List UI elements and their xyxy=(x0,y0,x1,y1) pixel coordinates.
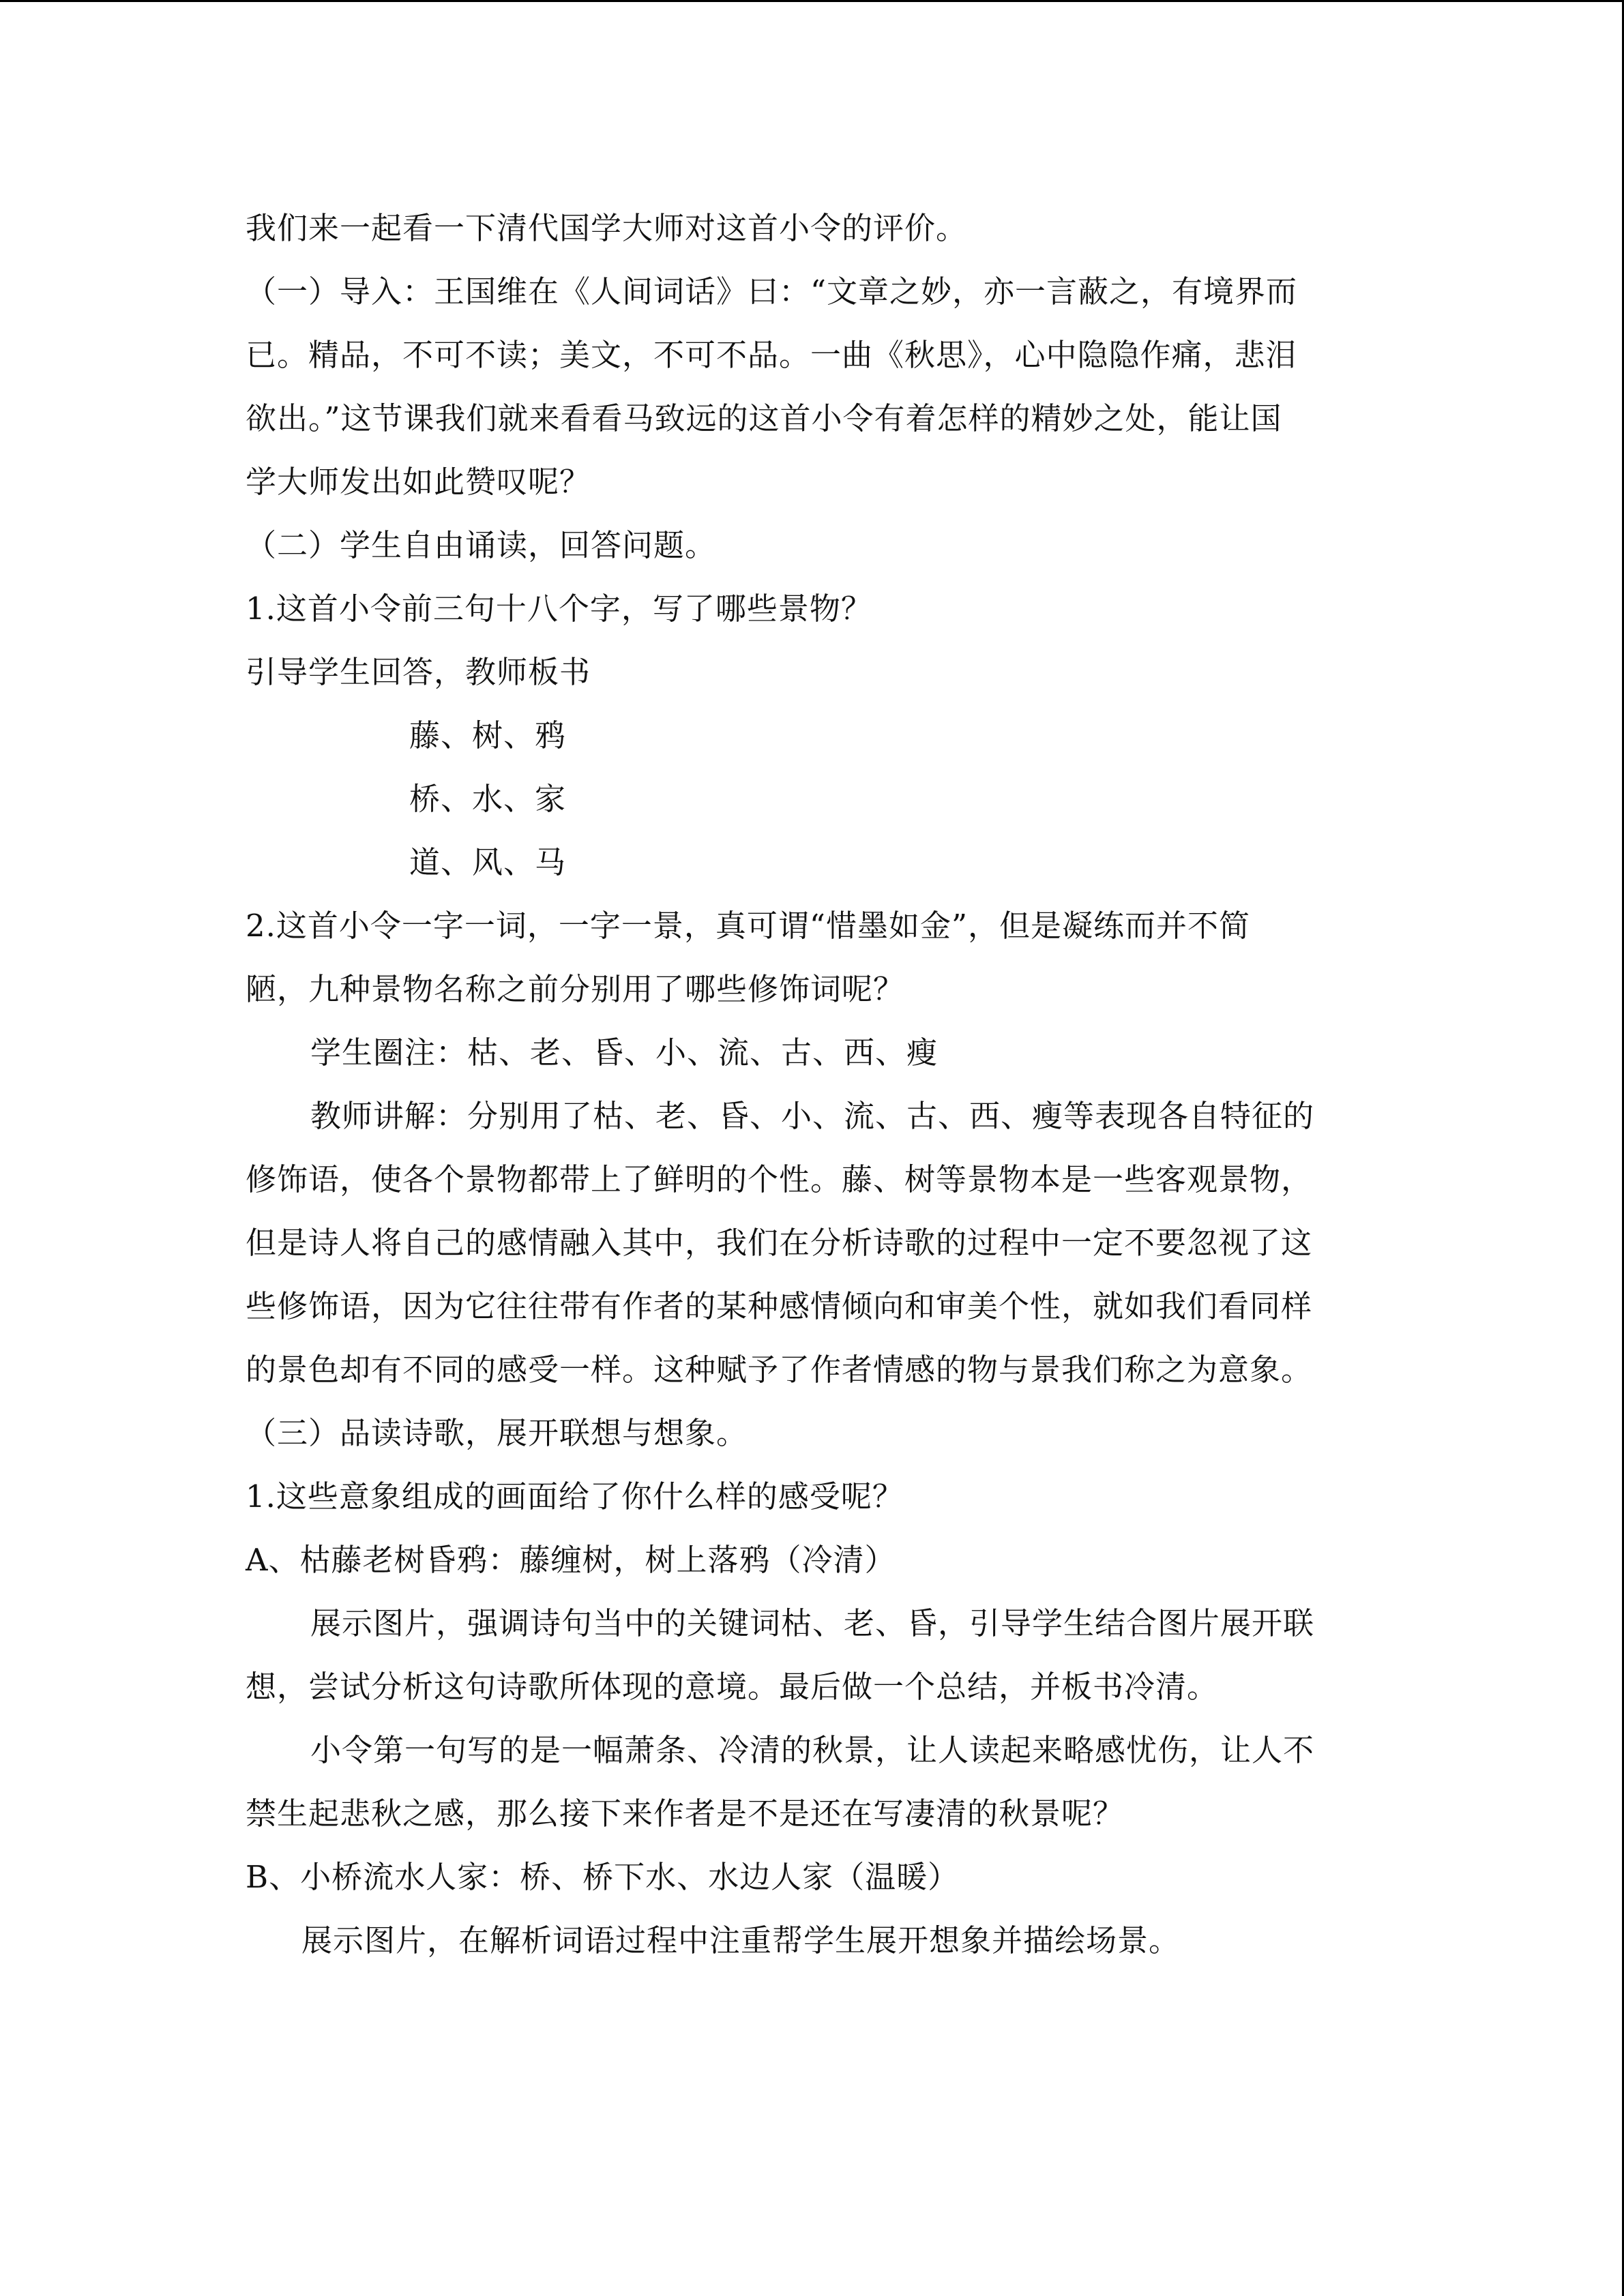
item-a: A、枯藤老树昏鸦：藤缠树，树上落鸦（冷清） xyxy=(246,1542,896,1578)
board-line: 道、风、马 xyxy=(409,844,567,880)
text-line: 展示图片，强调诗句当中的关键词枯、老、昏，引导学生结合图片展开联 xyxy=(310,1605,1315,1641)
section-heading-intro: （一）导入：王国维在《人间词话》曰：“文章之妙，亦一言蔽之，有境界而 xyxy=(246,273,1298,310)
text-line: 陋，九种景物名称之前分别用了哪些修饰词呢？ xyxy=(246,971,905,1007)
question-1: 1.这首小令前三句十八个字，写了哪些景物？ xyxy=(246,591,872,627)
text-line: 修饰语，使各个景物都带上了鲜明的个性。藤、树等景物本是一些客观景物， xyxy=(246,1161,1313,1197)
text-line: 欲出。”这节课我们就来看看马致远的这首小令有着怎样的精妙之处，能让国 xyxy=(246,400,1282,436)
board-line: 桥、水、家 xyxy=(409,781,567,817)
text-line: 想，尝试分析这句诗歌所体现的意境。最后做一个总结，并板书冷清。 xyxy=(246,1669,1219,1705)
document-body xyxy=(246,196,1364,1972)
text-line: 禁生起悲秋之感，那么接下来作者是不是还在写凄清的秋景呢？ xyxy=(246,1795,1125,1832)
text-line: 展示图片，在解析词语过程中注重帮学生展开想象并描绘场景。 xyxy=(301,1922,1181,1958)
section-heading-reading: （二）学生自由诵读，回答问题。 xyxy=(246,527,717,563)
text-line: 已。精品，不可不读；美文，不可不品。一曲《秋思》，心中隐隐作痛，悲泪 xyxy=(246,337,1297,373)
question-3: 1.这些意象组成的画面给了你什么样的感受呢？ xyxy=(246,1478,904,1515)
text-line: 的景色却有不同的感受一样。这种赋予了作者情感的物与景我们称之为意象。 xyxy=(246,1352,1313,1388)
text-line: 小令第一句写的是一幅萧条、冷清的秋景，让人读起来略感忧伤，让人不 xyxy=(310,1732,1315,1768)
board-line: 藤、树、鸦 xyxy=(409,717,567,754)
text-line: 引导学生回答，教师板书 xyxy=(246,654,591,690)
text-line: 学大师发出如此赞叹呢？ xyxy=(246,464,591,500)
text-line: 学生圈注：枯、老、昏、小、流、古、西、瘦 xyxy=(310,1034,939,1071)
text-line: 些修饰语，因为它往往带有作者的某种感情倾向和审美个性，就如我们看同样 xyxy=(246,1288,1313,1324)
text-line: 我们来一起看一下清代国学大师对这首小令的评价。 xyxy=(246,210,968,246)
item-b: B、小桥流水人家：桥、桥下水、水边人家（温暖） xyxy=(246,1859,960,1895)
text-line: 教师讲解：分别用了枯、老、昏、小、流、古、西、瘦等表现各自特征的 xyxy=(310,1098,1315,1134)
text-line: 但是诗人将自己的感情融入其中，我们在分析诗歌的过程中一定不要忽视了这 xyxy=(246,1225,1313,1261)
question-2: 2.这首小令一字一词，一字一景，真可谓“惜墨如金”，但是凝练而并不简 xyxy=(246,908,1250,944)
section-heading-appreciation: （三）品读诗歌，展开联想与想象。 xyxy=(246,1415,748,1451)
